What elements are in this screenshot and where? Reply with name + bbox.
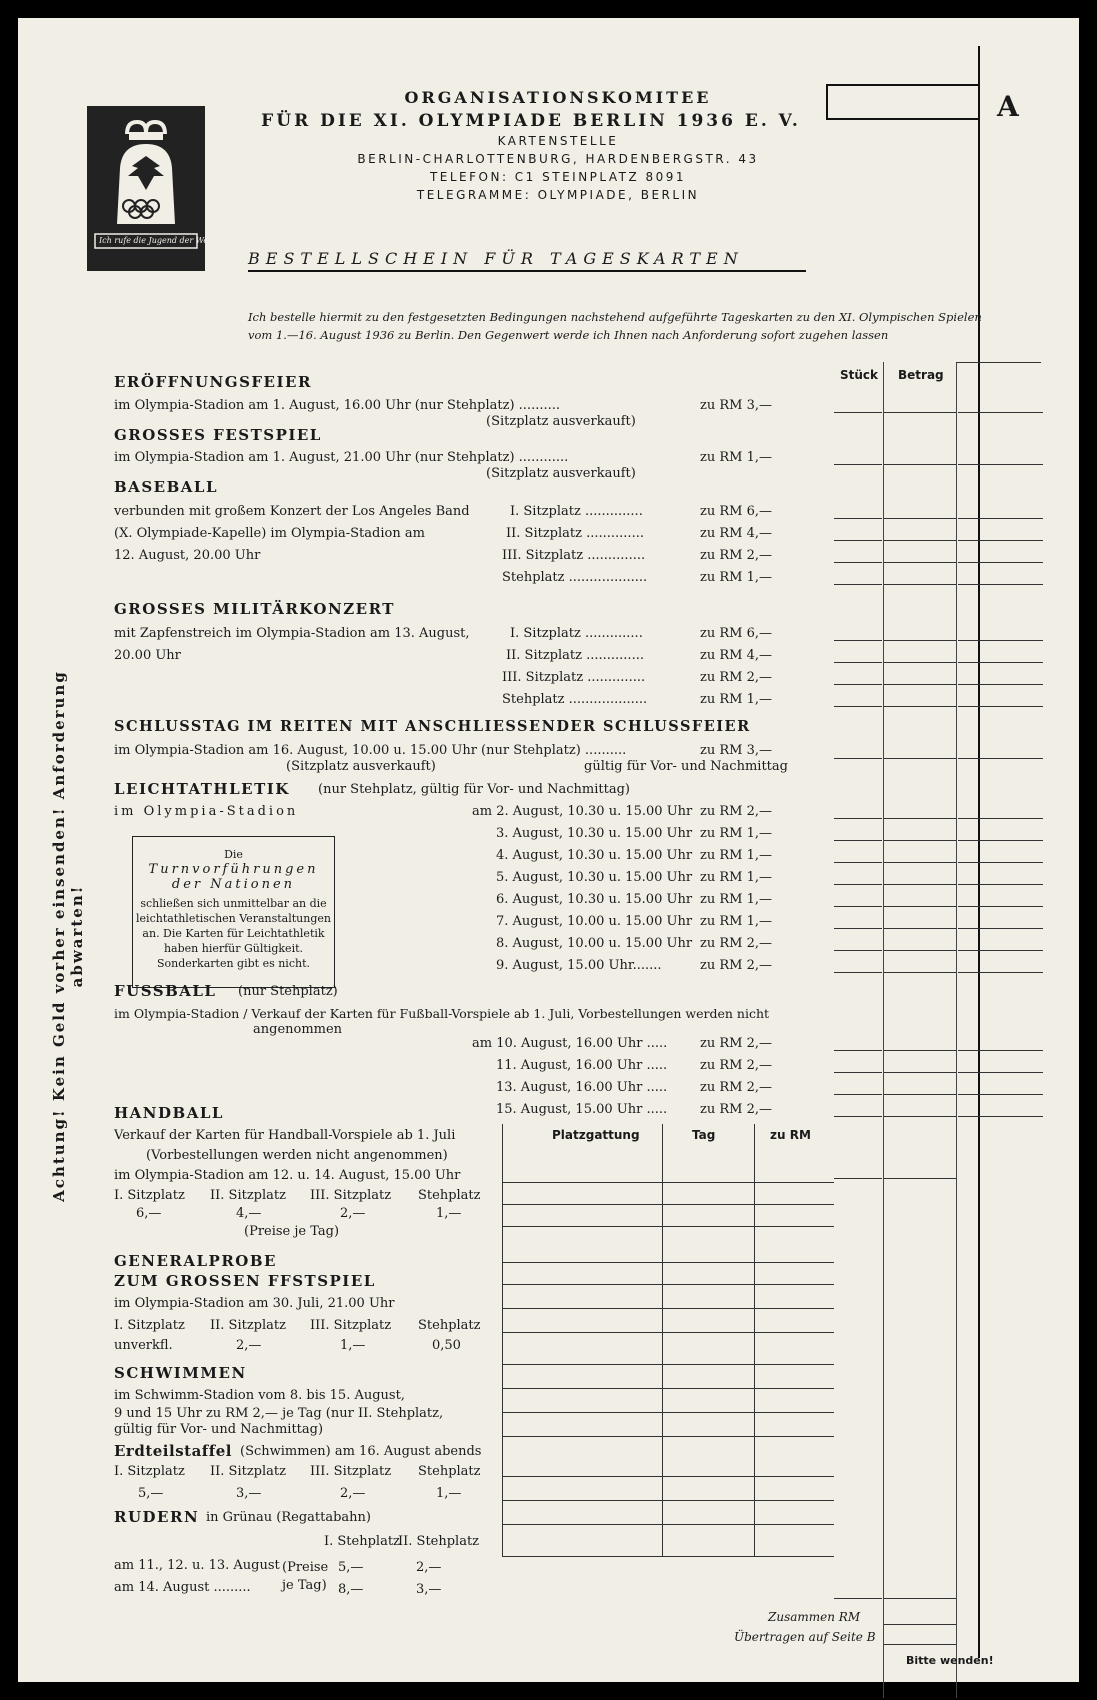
section-generalprobe-1: GENERALPROBE — [114, 1252, 277, 1270]
order-row[interactable] — [502, 1226, 834, 1227]
order-row[interactable] — [502, 1204, 834, 1205]
turn-note-l2: Turnvorführungen — [148, 862, 319, 877]
order-row[interactable] — [502, 1500, 834, 1501]
schwimmen-desc-3: gültig für Vor- und Nachmittag) — [114, 1422, 324, 1437]
turn-note-l3: der Nationen — [171, 877, 296, 892]
bell-icon — [87, 106, 205, 271]
logo-motto: Ich rufe die Jugend der Welt! — [99, 236, 218, 245]
header-phone: TELEFON: C1 STEINPLATZ 8091 — [429, 170, 687, 184]
order-row[interactable] — [502, 1388, 834, 1389]
header-telegram: TELEGRAMME: OLYMPIADE, BERLIN — [416, 188, 700, 202]
la-price-5: zu RM 1,— — [700, 892, 772, 907]
section-leichtathletik: LEICHTATHLETIK — [114, 780, 290, 798]
header-top-line — [956, 362, 1041, 363]
la-date-6: 7. August, 10.00 u. 15.00 Uhr — [496, 914, 693, 929]
handball-p3: 2,— — [340, 1206, 366, 1221]
turn-note-l4: schließen sich unmittelbar an die — [140, 897, 327, 910]
fussball-desc-2: angenommen — [253, 1022, 343, 1037]
order-field[interactable] — [834, 1178, 882, 1179]
order-row[interactable] — [502, 1524, 834, 1525]
gp-h1: I. Sitzplatz — [114, 1318, 185, 1333]
section-baseball: BASEBALL — [114, 478, 218, 496]
handball-h1: I. Sitzplatz — [114, 1188, 185, 1203]
order-row[interactable] — [502, 1476, 834, 1477]
reiten-note-2: gültig für Vor- und Nachmittag — [584, 759, 788, 774]
section-rudern: RUDERN — [114, 1508, 200, 1526]
reiten-line: im Olympia-Stadion am 16. August, 10.00 u. 15.00 Uhr (nur Stehplatz) .......... — [114, 743, 627, 758]
erdteil-h4: Stehplatz — [418, 1464, 481, 1479]
la-price-8: zu RM 2,— — [700, 958, 772, 973]
fb-price-1: zu RM 2,— — [700, 1036, 772, 1051]
order-row[interactable] — [502, 1262, 834, 1263]
baseball-seat-4: Stehplatz ................... — [502, 570, 648, 585]
order-row[interactable] — [502, 1182, 834, 1183]
transfer-field[interactable] — [884, 1644, 956, 1645]
eroeffnung-price: zu RM 3,— — [700, 398, 772, 413]
total-field[interactable] — [958, 584, 1043, 585]
rudern-row1-date: am 11., 12. u. 13. August — [114, 1558, 280, 1573]
total-field[interactable] — [958, 540, 1043, 541]
baseball-price-4: zu RM 1,— — [700, 570, 772, 585]
side-warning: Achtung! Kein Geld vorher einsenden! Anforderung abwarten! — [50, 670, 86, 1202]
form-title: BESTELLSCHEIN FÜR TAGESKARTEN — [248, 249, 744, 268]
order-field[interactable] — [834, 1598, 882, 1599]
order-field[interactable] — [834, 540, 882, 541]
intro-line-1: Ich bestelle hiermit zu den festgesetzten Bedingungen nachstehend aufgeführte Tageskarten zu den XI. Olympischen Spielen — [248, 310, 982, 324]
reiten-note-1: (Sitzplatz ausverkauft) — [286, 759, 436, 774]
turn-note-l6: an. Die Karten für Leichtathletik — [142, 927, 325, 940]
baseball-price-1: zu RM 6,— — [700, 504, 772, 519]
la-price-4: zu RM 1,— — [700, 870, 772, 885]
amount-field[interactable] — [884, 584, 956, 585]
rudern-row2-label: je Tag) — [282, 1578, 327, 1593]
rudern-row1-p1: 5,— — [338, 1560, 364, 1575]
baseball-desc-1: verbunden mit großem Konzert der Los Angeles Band — [114, 504, 470, 519]
amount-field[interactable] — [884, 818, 956, 819]
amount-field[interactable] — [884, 540, 956, 541]
total-field[interactable] — [958, 412, 1043, 413]
intro-line-2: vom 1.—16. August 1936 zu Berlin. Den Gegenwert werde ich Ihnen nach Anforderung sofort zugehen lassen — [248, 328, 889, 342]
handball-h4: Stehplatz — [418, 1188, 481, 1203]
baseball-price-2: zu RM 4,— — [700, 526, 772, 541]
order-field[interactable] — [834, 818, 882, 819]
la-date-2: 3. August, 10.30 u. 15.00 Uhr — [496, 826, 693, 841]
order-field[interactable] — [834, 640, 882, 641]
rudern-row2-date: am 14. August ......... — [114, 1580, 251, 1595]
baseball-desc-3: 12. August, 20.00 Uhr — [114, 548, 261, 563]
gp-p2: 2,— — [236, 1338, 262, 1353]
eroeffnung-line: im Olympia-Stadion am 1. August, 16.00 Uhr (nur Stehplatz) .......... — [114, 398, 560, 413]
total-field[interactable] — [958, 1094, 1043, 1095]
amount-field[interactable] — [884, 706, 956, 707]
baseball-desc-2: (X. Olympiade-Kapelle) im Olympia-Stadion am — [114, 526, 425, 541]
total-field[interactable] — [958, 518, 1043, 519]
schwimmen-desc-1: im Schwimm-Stadion vom 8. bis 15. August, — [114, 1388, 405, 1403]
section-generalprobe-2: ZUM GROSSEN FFSTSPIEL — [114, 1272, 376, 1290]
order-field[interactable] — [834, 584, 882, 585]
militaer-seat-1: I. Sitzplatz .............. — [510, 626, 643, 641]
order-field[interactable] — [834, 906, 882, 907]
order-field[interactable] — [834, 1050, 882, 1051]
erdteil-desc: (Schwimmen) am 16. August abends — [240, 1444, 482, 1459]
rudern-row2-p2: 3,— — [416, 1582, 442, 1597]
turn-note-l7: haben hierfür Gültigkeit. — [163, 942, 304, 955]
erdteil-h2: II. Sitzplatz — [210, 1464, 286, 1479]
amount-field[interactable] — [884, 840, 956, 841]
militaer-desc-2: 20.00 Uhr — [114, 648, 181, 663]
total-field[interactable] — [958, 928, 1043, 929]
order-row[interactable] — [502, 1332, 834, 1333]
baseball-seat-1: I. Sitzplatz .............. — [510, 504, 643, 519]
section-eroeffnungsfeier: ERÖFFNUNGSFEIER — [114, 373, 312, 391]
erdteil-p3: 2,— — [340, 1486, 366, 1501]
column-header-stueck: Stück — [840, 368, 879, 382]
handball-desc-2: (Vorbestellungen werden nicht angenommen) — [146, 1148, 448, 1163]
order-table-h2: Tag — [692, 1128, 716, 1142]
section-festspiel: GROSSES FESTSPIEL — [114, 426, 322, 444]
militaer-price-4: zu RM 1,— — [700, 692, 772, 707]
la-date-8: 9. August, 15.00 Uhr....... — [496, 958, 662, 973]
order-field[interactable] — [834, 662, 882, 663]
gp-p1: unverkfl. — [114, 1338, 173, 1353]
la-date-3: 4. August, 10.30 u. 15.00 Uhr — [496, 848, 693, 863]
handball-p1: 6,— — [136, 1206, 162, 1221]
fb-date-2: 11. August, 16.00 Uhr ..... — [496, 1058, 668, 1073]
erdteil-h3: III. Sitzplatz — [310, 1464, 392, 1479]
rudern-desc: in Grünau (Regattabahn) — [206, 1510, 371, 1525]
order-row[interactable] — [502, 1364, 834, 1365]
form-id-letter: A — [997, 90, 1019, 123]
amount-field[interactable] — [884, 1116, 956, 1117]
amount-field[interactable] — [884, 884, 956, 885]
order-field[interactable] — [834, 884, 882, 885]
order-table-h1: Platzgattung — [552, 1128, 640, 1142]
erdteil-p1: 5,— — [138, 1486, 164, 1501]
handball-desc-3: im Olympia-Stadion am 12. u. 14. August, 15.00 Uhr — [114, 1168, 461, 1183]
form-sheet — [18, 18, 1079, 1682]
la-price-3: zu RM 1,— — [700, 848, 772, 863]
baseball-seat-2: II. Sitzplatz .............. — [506, 526, 644, 541]
section-handball: HANDBALL — [114, 1104, 224, 1122]
order-table-h3: zu RM — [770, 1128, 811, 1142]
amount-field[interactable] — [884, 1050, 956, 1051]
total-field[interactable] — [958, 464, 1043, 465]
section-erdteilstaffel: Erdteilstaffel — [114, 1442, 232, 1460]
section-militaerkonzert: GROSSES MILITÄRKONZERT — [114, 600, 395, 618]
gp-p4: 0,50 — [432, 1338, 461, 1353]
festspiel-line: im Olympia-Stadion am 1. August, 21.00 Uhr (nur Stehplatz) ............ — [114, 450, 569, 465]
la-price-1: zu RM 2,— — [700, 804, 772, 819]
order-field[interactable] — [834, 412, 882, 413]
gp-h4: Stehplatz — [418, 1318, 481, 1333]
fb-date-4: 15. August, 15.00 Uhr ..... — [496, 1102, 668, 1117]
order-field[interactable] — [834, 1116, 882, 1117]
handball-p2: 4,— — [236, 1206, 262, 1221]
schwimmen-desc-2: 9 und 15 Uhr zu RM 2,— je Tag (nur II. Stehplatz, — [114, 1406, 444, 1421]
order-field[interactable] — [834, 1072, 882, 1073]
section-schwimmen: SCHWIMMEN — [114, 1364, 247, 1382]
amount-field[interactable] — [884, 1072, 956, 1073]
gp-h3: III. Sitzplatz — [310, 1318, 392, 1333]
militaer-seat-4: Stehplatz ................... — [502, 692, 648, 707]
fb-price-4: zu RM 2,— — [700, 1102, 772, 1117]
order-field[interactable] — [834, 464, 882, 465]
order-row[interactable] — [502, 1284, 834, 1285]
fb-price-2: zu RM 2,— — [700, 1058, 772, 1073]
amount-field[interactable] — [884, 950, 956, 951]
title-underline — [248, 270, 806, 272]
order-row[interactable] — [502, 1412, 834, 1413]
total-field[interactable] — [958, 950, 1043, 951]
total-field[interactable] — [958, 972, 1043, 973]
amount-field[interactable] — [884, 640, 956, 641]
militaer-price-1: zu RM 6,— — [700, 626, 772, 641]
erdteil-p4: 1,— — [436, 1486, 462, 1501]
total-field[interactable] — [958, 1116, 1043, 1117]
footer-bitte-wenden: Bitte wenden! — [906, 1654, 994, 1667]
militaer-seat-2: II. Sitzplatz .............. — [506, 648, 644, 663]
erdteil-h1: I. Sitzplatz — [114, 1464, 185, 1479]
sum-field[interactable] — [884, 1624, 956, 1625]
total-field[interactable] — [958, 906, 1043, 907]
amount-field[interactable] — [884, 1598, 956, 1599]
amount-field[interactable] — [884, 464, 956, 465]
leichtathletik-subtitle: (nur Stehplatz, gültig für Vor- und Nachmittag) — [318, 782, 630, 797]
total-field[interactable] — [958, 758, 1043, 759]
order-field[interactable] — [834, 518, 882, 519]
fussball-desc-1: im Olympia-Stadion / Verkauf der Karten für Fußball-Vorspiele ab 1. Juli, Vorbestellungen werden nicht — [114, 1006, 770, 1021]
handball-note: (Preise je Tag) — [244, 1224, 340, 1239]
footer-zusammen: Zusammen RM — [768, 1610, 861, 1624]
rudern-h2: II. Stehplatz — [398, 1534, 480, 1549]
amount-field[interactable] — [884, 758, 956, 759]
baseball-seat-3: III. Sitzplatz .............. — [502, 548, 646, 563]
amount-field[interactable] — [884, 928, 956, 929]
total-field[interactable] — [958, 884, 1043, 885]
la-price-6: zu RM 1,— — [700, 914, 772, 929]
handball-h3: III. Sitzplatz — [310, 1188, 392, 1203]
festspiel-price: zu RM 1,— — [700, 450, 772, 465]
column-header-betrag: Betrag — [898, 368, 944, 382]
fussball-subtitle: (nur Stehplatz) — [238, 984, 338, 999]
militaer-desc-1: mit Zapfenstreich im Olympia-Stadion am 13. August, — [114, 626, 470, 641]
erdteil-p2: 3,— — [236, 1486, 262, 1501]
la-price-2: zu RM 1,— — [700, 826, 772, 841]
total-field[interactable] — [958, 562, 1043, 563]
eroeffnung-note: (Sitzplatz ausverkauft) — [486, 414, 636, 429]
order-row[interactable] — [502, 1556, 834, 1557]
total-field[interactable] — [958, 662, 1043, 663]
gp-h2: II. Sitzplatz — [210, 1318, 286, 1333]
la-date-5: 6. August, 10.30 u. 15.00 Uhr — [496, 892, 693, 907]
section-reiten: SCHLUSSTAG IM REITEN MIT ANSCHLIESSENDER SCHLUSSFEIER — [114, 718, 751, 735]
total-field[interactable] — [958, 840, 1043, 841]
militaer-price-3: zu RM 2,— — [700, 670, 772, 685]
militaer-seat-3: III. Sitzplatz .............. — [502, 670, 646, 685]
rudern-h1: I. Stehplatz — [324, 1534, 400, 1549]
handball-p4: 1,— — [436, 1206, 462, 1221]
handball-h2: II. Sitzplatz — [210, 1188, 286, 1203]
fb-date-1: am 10. August, 16.00 Uhr ..... — [472, 1036, 668, 1051]
amount-field[interactable] — [884, 1178, 956, 1179]
order-row[interactable] — [502, 1436, 834, 1437]
total-field[interactable] — [958, 1050, 1043, 1051]
baseball-price-3: zu RM 2,— — [700, 548, 772, 563]
total-field[interactable] — [958, 706, 1043, 707]
amount-field[interactable] — [884, 1094, 956, 1095]
total-field[interactable] — [958, 640, 1043, 641]
amount-field[interactable] — [884, 412, 956, 413]
la-price-7: zu RM 2,— — [700, 936, 772, 951]
amount-field[interactable] — [884, 518, 956, 519]
order-field[interactable] — [834, 758, 882, 759]
amount-field[interactable] — [884, 684, 956, 685]
fb-date-3: 13. August, 16.00 Uhr ..... — [496, 1080, 668, 1095]
total-field[interactable] — [958, 862, 1043, 863]
header-kartenstelle: KARTENSTELLE — [497, 134, 619, 148]
militaer-price-2: zu RM 4,— — [700, 648, 772, 663]
total-field[interactable] — [958, 818, 1043, 819]
footer-uebertragen: Übertragen auf Seite B — [734, 1630, 876, 1644]
order-field[interactable] — [834, 684, 882, 685]
total-field[interactable] — [958, 1072, 1043, 1073]
amount-field[interactable] — [884, 562, 956, 563]
turn-note-box — [132, 836, 335, 988]
la-date-4: 5. August, 10.30 u. 15.00 Uhr — [496, 870, 693, 885]
total-field[interactable] — [958, 684, 1043, 685]
amount-field[interactable] — [884, 906, 956, 907]
order-row[interactable] — [502, 1308, 834, 1309]
order-field[interactable] — [834, 862, 882, 863]
olympic-bell-logo — [87, 106, 218, 271]
org-name-line1: ORGANISATIONSKOMITEE — [404, 88, 712, 107]
order-field[interactable] — [834, 928, 882, 929]
generalprobe-desc: im Olympia-Stadion am 30. Juli, 21.00 Uhr — [114, 1296, 395, 1311]
handball-desc-1: Verkauf der Karten für Handball-Vorspiele ab 1. Juli — [114, 1128, 456, 1143]
section-fussball: FUSSBALL — [114, 982, 217, 1000]
la-date-7: 8. August, 10.00 u. 15.00 Uhr — [496, 936, 693, 951]
turn-note-l1: Die — [224, 848, 243, 861]
order-field[interactable] — [834, 1094, 882, 1095]
gp-p3: 1,— — [340, 1338, 366, 1353]
amount-field[interactable] — [884, 972, 956, 973]
header-address: BERLIN-CHARLOTTENBURG, HARDENBERGSTR. 43 — [357, 152, 759, 166]
amount-field[interactable] — [884, 862, 956, 863]
order-table — [502, 1128, 832, 1588]
org-name-line2: FÜR DIE XI. OLYMPIADE BERLIN 1936 E. V. — [261, 111, 801, 131]
betrag-right-divider — [956, 362, 957, 1698]
rudern-row1-p2: 2,— — [416, 1560, 442, 1575]
la-date-1: am 2. August, 10.30 u. 15.00 Uhr — [472, 804, 693, 819]
festspiel-note: (Sitzplatz ausverkauft) — [486, 466, 636, 481]
order-field[interactable] — [834, 562, 882, 563]
order-field[interactable] — [834, 950, 882, 951]
fb-price-3: zu RM 2,— — [700, 1080, 772, 1095]
leichtathletik-venue: im Olympia-Stadion — [114, 804, 299, 819]
order-field[interactable] — [834, 840, 882, 841]
order-field[interactable] — [834, 706, 882, 707]
turn-note-l8: Sonderkarten gibt es nicht. — [157, 957, 310, 970]
order-field[interactable] — [834, 972, 882, 973]
amount-field[interactable] — [884, 662, 956, 663]
turn-note-l5: leichtathletischen Veranstaltungen — [136, 912, 331, 925]
right-border-line — [978, 46, 980, 1658]
rudern-row1-label: (Preise — [282, 1560, 329, 1575]
form-id-box[interactable] — [826, 84, 980, 120]
reiten-price: zu RM 3,— — [700, 743, 772, 758]
rudern-row2-p1: 8,— — [338, 1582, 364, 1597]
